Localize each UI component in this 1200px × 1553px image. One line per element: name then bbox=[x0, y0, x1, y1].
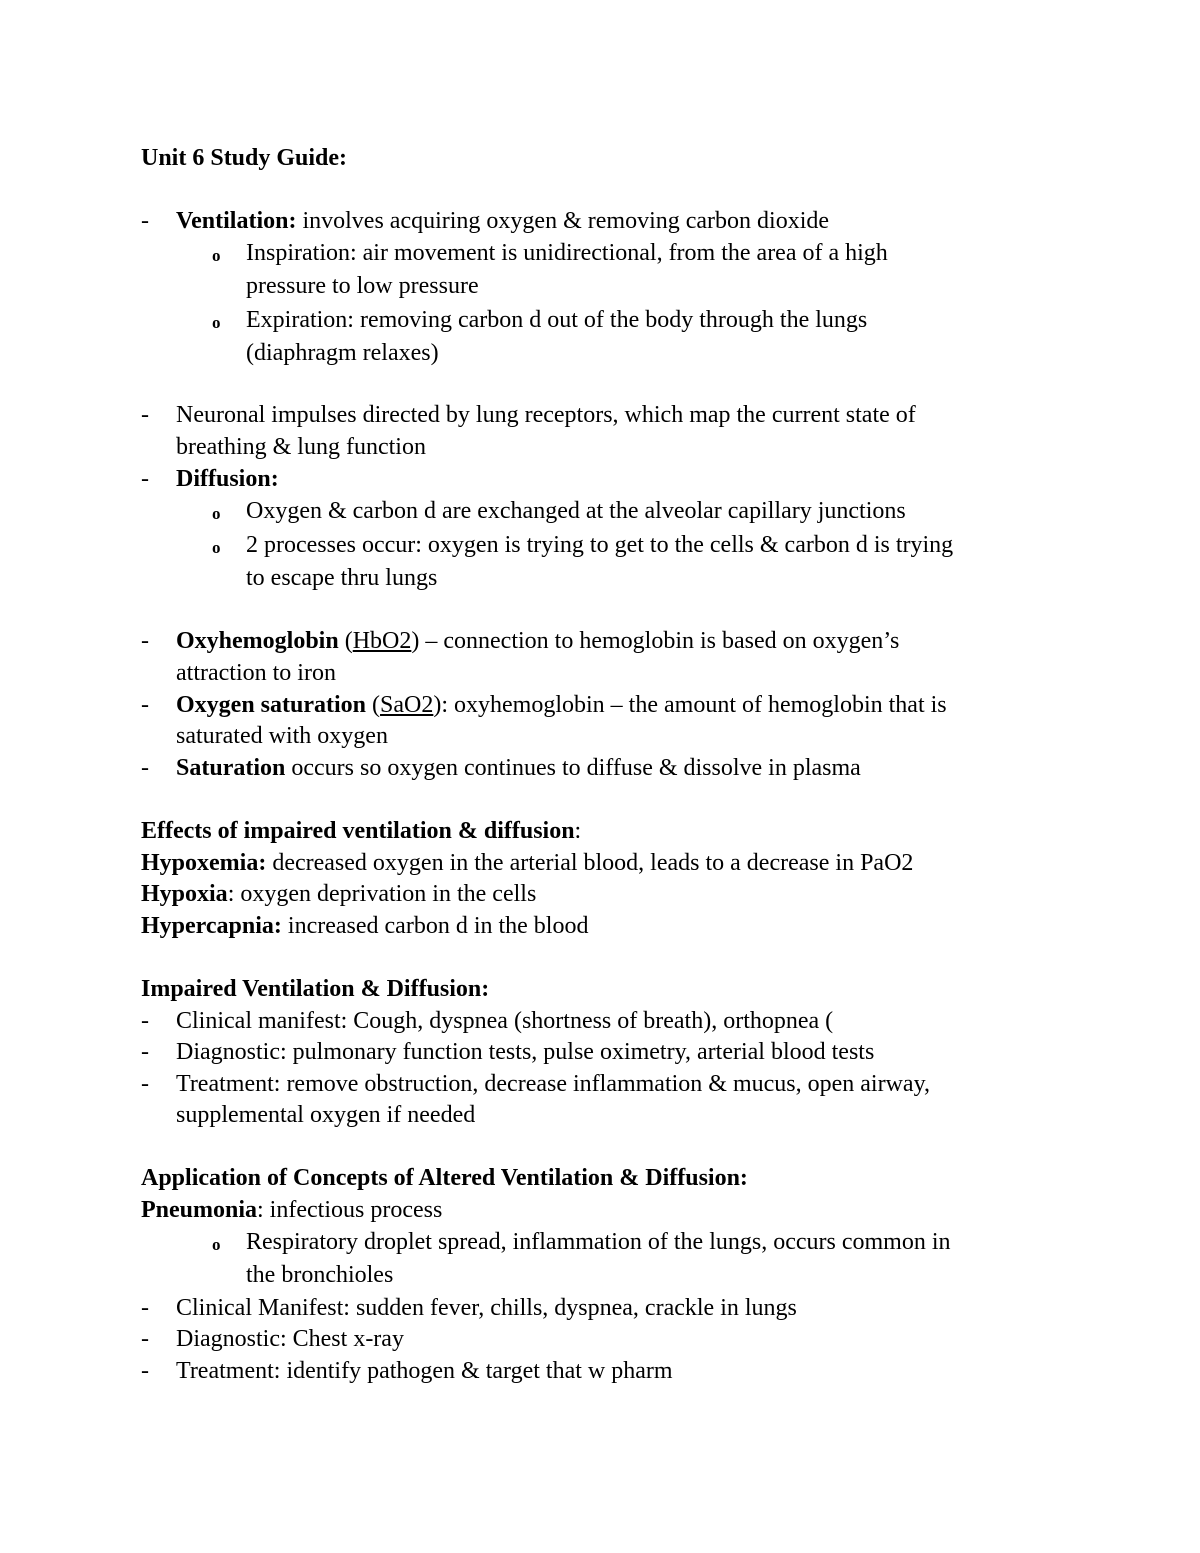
pneumonia-line: Pneumonia: infectious process bbox=[141, 1197, 443, 1223]
inspiration-item-cont: pressure to low pressure bbox=[246, 273, 479, 299]
hypoxia-line: Hypoxia: oxygen deprivation in the cells bbox=[141, 881, 537, 907]
pneumonia-clinical: Clinical Manifest: sudden fever, chills, dyspnea, crackle in lungs bbox=[176, 1295, 797, 1321]
pneumonia-bullet: Respiratory droplet spread, inflammation of the lungs, occurs common in bbox=[246, 1229, 951, 1255]
doc-title: Unit 6 Study Guide: bbox=[141, 145, 348, 171]
impaired-treatment: Treatment: remove obstruction, decrease inflammation & mucus, open airway, bbox=[176, 1071, 931, 1097]
dash: - bbox=[141, 1071, 149, 1097]
bullet: o bbox=[212, 313, 221, 332]
hypoxemia-line: Hypoxemia: decreased oxygen in the arterial blood, leads to a decrease in PaO2 bbox=[141, 850, 914, 876]
dash: - bbox=[141, 208, 149, 234]
bullet: o bbox=[212, 504, 221, 523]
oxyhemoglobin-item: Oxyhemoglobin (HbO2) – connection to hemoglobin is based on oxygen’s bbox=[176, 628, 900, 654]
dash: - bbox=[141, 628, 149, 654]
diffusion-bullet-1: Oxygen & carbon d are exchanged at the alveolar capillary junctions bbox=[246, 498, 906, 524]
pneumonia-treatment: Treatment: identify pathogen & target that w pharm bbox=[176, 1358, 673, 1384]
dash: - bbox=[141, 755, 149, 781]
expiration-item-cont: (diaphragm relaxes) bbox=[246, 340, 439, 366]
hypercapnia-line: Hypercapnia: increased carbon d in the blood bbox=[141, 913, 589, 939]
dash: - bbox=[141, 692, 149, 718]
neuronal-item-cont: breathing & lung function bbox=[176, 434, 426, 460]
dash: - bbox=[141, 1326, 149, 1352]
saturation-item: Saturation occurs so oxygen continues to diffuse & dissolve in plasma bbox=[176, 755, 861, 781]
dash: - bbox=[141, 1008, 149, 1034]
dash: - bbox=[141, 466, 149, 492]
bullet: o bbox=[212, 246, 221, 265]
oxyhemoglobin-item-cont: attraction to iron bbox=[176, 660, 336, 686]
oxygen-saturation-item: Oxygen saturation (SaO2): oxyhemoglobin – the amount of hemoglobin that is bbox=[176, 692, 947, 718]
dash: - bbox=[141, 1358, 149, 1384]
inspiration-item: Inspiration: air movement is unidirectional, from the area of a high bbox=[246, 240, 888, 266]
effects-heading: Effects of impaired ventilation & diffusion: bbox=[141, 818, 582, 844]
diffusion-bullet-2: 2 processes occur: oxygen is trying to get to the cells & carbon d is trying bbox=[246, 532, 954, 558]
dash: - bbox=[141, 1039, 149, 1065]
application-heading: Application of Concepts of Altered Ventilation & Diffusion: bbox=[141, 1165, 748, 1191]
pneumonia-diagnostic: Diagnostic: Chest x-ray bbox=[176, 1326, 404, 1352]
pneumonia-bullet-cont: the bronchioles bbox=[246, 1262, 394, 1288]
impaired-treatment-cont: supplemental oxygen if needed bbox=[176, 1102, 476, 1128]
diffusion-bullet-2-cont: to escape thru lungs bbox=[246, 565, 438, 591]
impaired-diagnostic: Diagnostic: pulmonary function tests, pulse oximetry, arterial blood tests bbox=[176, 1039, 875, 1065]
bullet: o bbox=[212, 538, 221, 557]
impaired-heading: Impaired Ventilation & Diffusion: bbox=[141, 976, 490, 1002]
dash: - bbox=[141, 402, 149, 428]
ventilation-item: Ventilation: involves acquiring oxygen & removing carbon dioxide bbox=[176, 208, 830, 234]
dash: - bbox=[141, 1295, 149, 1321]
diffusion-item: Diffusion: bbox=[176, 466, 279, 492]
neuronal-item: Neuronal impulses directed by lung receptors, which map the current state of bbox=[176, 402, 916, 428]
impaired-clinical: Clinical manifest: Cough, dyspnea (shortness of breath), orthopnea ( bbox=[176, 1008, 834, 1034]
oxygen-saturation-item-cont: saturated with oxygen bbox=[176, 723, 388, 749]
expiration-item: Expiration: removing carbon d out of the body through the lungs bbox=[246, 307, 868, 333]
bullet: o bbox=[212, 1235, 221, 1254]
